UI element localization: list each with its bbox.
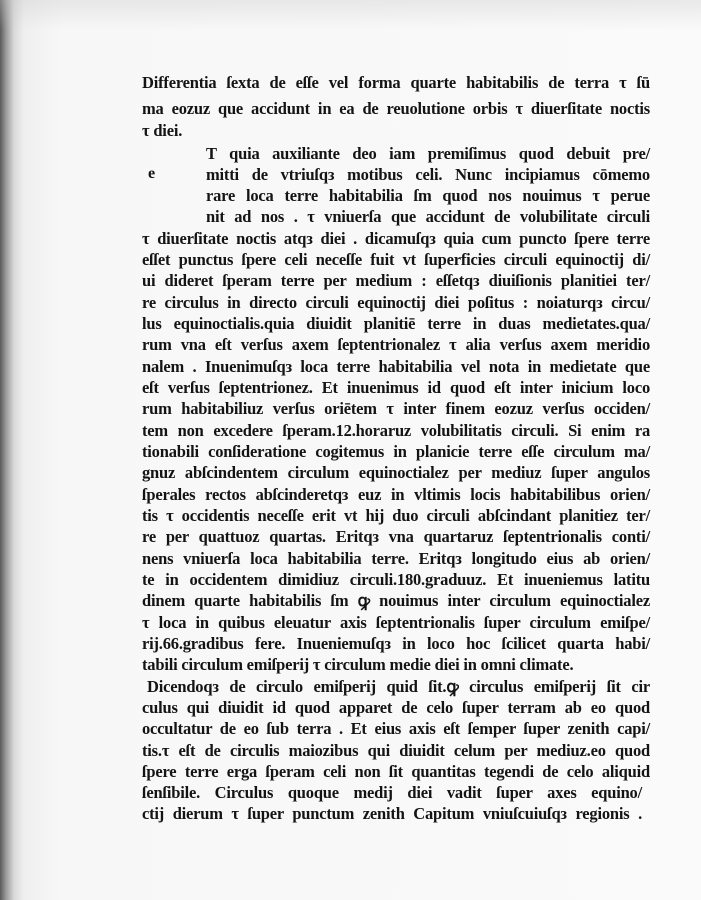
text-line: ma eozuz que accidunt in ea de reuolutione orbis τ diuerſitate noctis xyxy=(142,99,650,118)
text-line: rum habitabiliuz verſus oriētem τ inter finem eozuz verſus occiden/ xyxy=(142,399,650,418)
text-line: ſenſibile. Circulus quoque medij diei vadit ſuper axes equino/ xyxy=(142,783,642,802)
text-line: nit ad nos . τ vniuerſa que accidunt de volubilitate circuli xyxy=(206,207,650,226)
text-line: τ loca in quibus eleuatur axis ſeptentrionalis ſuper circulum emiſpe/ xyxy=(142,613,650,632)
text-line: gnuz abſcindentem circulum equinoctialez per mediuz ſuper angulos xyxy=(142,463,650,482)
text-line: T quia auxiliante deo iam premiſimus quod debuit pre/ xyxy=(206,144,650,163)
text-line: dinem quarte habitabilis ſm ꝙ nouimus inter circulum equinoctialez xyxy=(142,591,650,610)
text-line: Dicendoqз de circulo emiſperij quid ſit.ꝙ circulus emiſperij ſit cir xyxy=(147,677,650,696)
text-line: te in occidentem dimidiuz circuli.180.graduuz. Et inueniemus latitu xyxy=(142,570,650,589)
text-line: eſt verſus ſeptentrionez. Et inuenimus id quod eſt inter inicium loco xyxy=(142,378,650,397)
text-line: tem non excedere ſperam.12.horaruz volubilitatis circuli. Si enim ra xyxy=(142,421,650,440)
text-line: mitti de vtriuſqз motibus celi. Nunc incipiamus cōmemo xyxy=(206,165,650,184)
margin-note: e xyxy=(148,165,156,182)
text-line: ui dideret ſperam terre per medium : eſſetqз diuiſionis planitiei ter/ xyxy=(142,271,650,290)
text-line: ctij dierum τ ſuper punctum zenith Capitum vniuſcuiuſqз regionis . xyxy=(142,804,642,823)
text-line: tis τ occidentis neceſſe erit vt hij duo circuli abſcindant planitiez ter/ xyxy=(142,506,650,525)
text-line: lus equinoctialis.quia diuidit planitiē terre in duas medietates.qua/ xyxy=(142,314,650,333)
text-line: rum vna eſt verſus axem ſeptentrionalez τ alia verſus axem meridio xyxy=(142,335,650,354)
text-line: Differentia ſexta de eſſe vel forma quarte habitabilis de terra τ ſū xyxy=(142,73,650,92)
text-line: nens vniuerſa loca habitabilia terre. Eritqз longitudo eius ab orien/ xyxy=(142,549,650,568)
text-line: ſperales rectos abſcinderetqз euz in vltimis locis habitabilibus orien/ xyxy=(142,485,650,504)
text-line: occultatur de eo ſub terra . Et eius axis eſt ſemper ſuper zenith capi/ xyxy=(142,719,650,738)
text-line: τ diuerſitate noctis atqз diei . dicamuſqз quia cum puncto ſpere terre xyxy=(142,229,650,248)
text-line: re per quattuoz quartas. Eritqз vna quartaruz ſeptentrionalis conti/ xyxy=(142,527,650,546)
text-line: rare loca terre habitabilia ſm quod nos nouimus τ perue xyxy=(206,186,650,205)
text-line: culus qui diuidit id quod apparet de celo ſuper terram ab eo quod xyxy=(142,698,650,717)
text-line: τ diei. xyxy=(142,121,183,140)
text-line: tionabili conſideratione cogitemus in planicie terre eſſe circulum ma/ xyxy=(142,442,650,461)
text-line: rij.66.gradibus fere. Inueniemuſqз in loco hoc ſcilicet quarta habi/ xyxy=(142,634,650,653)
text-line: re circulus in directo circuli equinoctij diei poſitus : noiaturqз circu/ xyxy=(142,293,650,312)
text-line: tis.τ eſt de circulis maiozibus qui diuidit celum per mediuz.eo quod xyxy=(142,741,650,760)
text-line: tabili circulum emiſperij τ circulum medie diei in omni climate. xyxy=(142,655,574,674)
text-line: ſpere terre erga ſperam celi non ſit quantitas tegendi de celo aliquid xyxy=(142,762,650,781)
text-line: nalem . Inuenimuſqз loca terre habitabilia vel nota in medietate que xyxy=(142,357,650,376)
text-line: eſſet punctus ſpere celi neceſſe fuit vt ſuperficies circuli equinoctij di/ xyxy=(142,250,650,269)
